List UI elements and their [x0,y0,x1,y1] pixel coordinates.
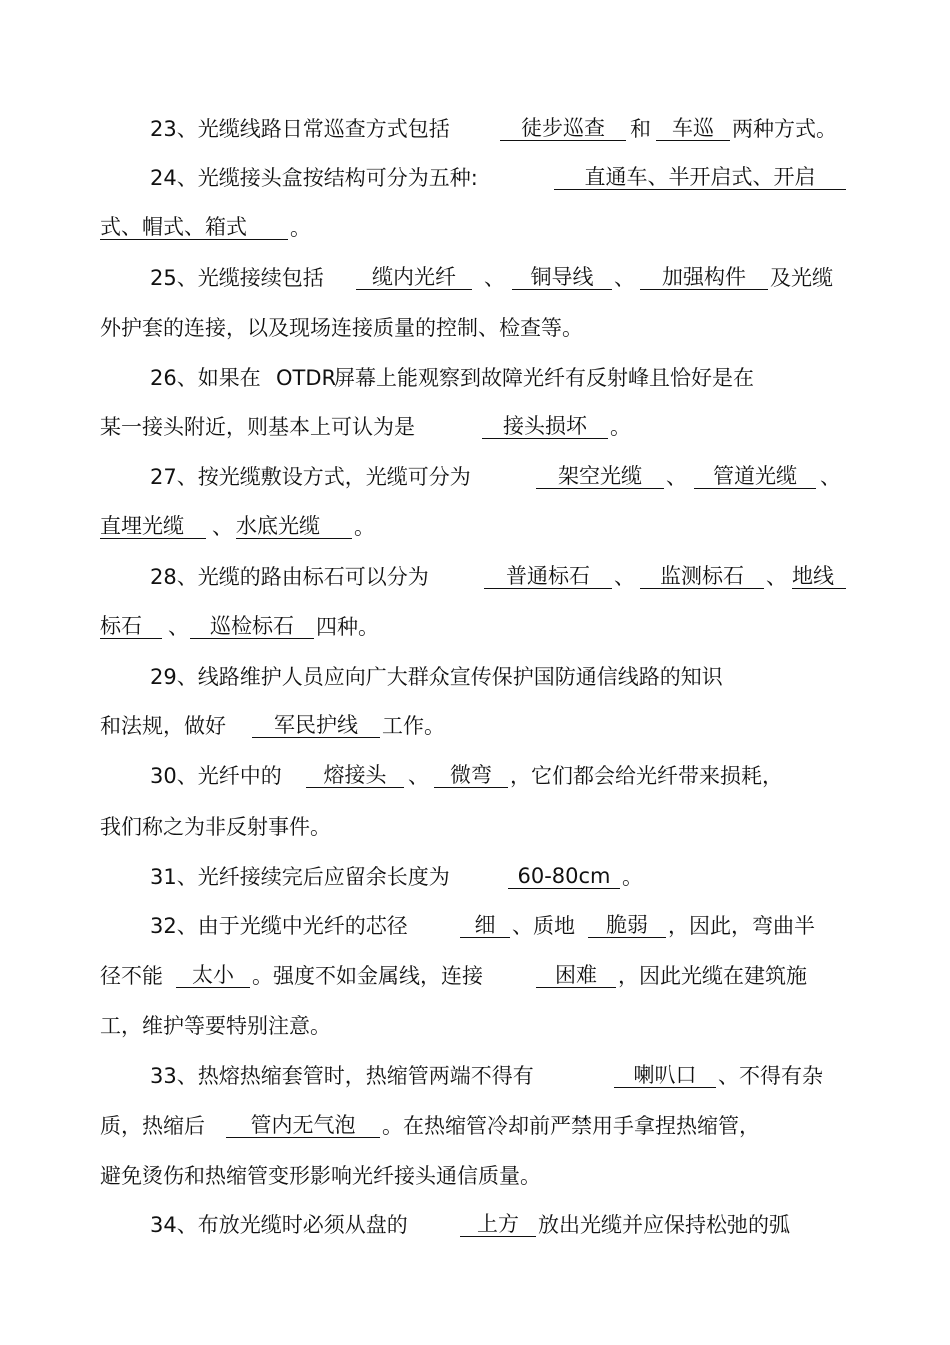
q24-prefix: 24、光缆接头盒按结构可分为五种: [150,166,478,190]
q30-answer-1: 熔接头 [306,763,404,788]
q33-answer-1: 喇叭口 [614,1063,716,1088]
q24-suffix: 。 [290,216,311,240]
q32-answer-1: 细 [460,913,510,938]
q34-prefix: 34、布放光缆时必须从盘的 [150,1213,408,1237]
q23-mid: 和 [630,117,651,141]
q34-answer-1: 上方 [460,1212,536,1237]
q28-answer-3-cont: 标石 [100,614,162,639]
q28-sep-1: 、 [614,565,635,589]
q28-sep-3: 、 [168,615,189,639]
q32-line-2-prefix: 径不能 [100,964,163,988]
q29-suffix: 工作。 [382,714,445,738]
q27-prefix: 27、按光缆敷设方式，光缆可分为 [150,465,471,489]
q27-suffix: 。 [354,515,375,539]
q33-prefix: 33、热熔热缩套管时，热缩管两端不得有 [150,1064,534,1088]
q28-answer-4: 巡检标石 [190,614,314,639]
q30-line-2: 我们称之为非反射事件。 [100,815,331,839]
q32-mid-4: ，因此光缆在建筑施 [618,964,807,988]
q30-answer-2: 微弯 [434,763,508,788]
q25-sep-2: 、 [614,266,635,290]
q24-answer-1: 直通车、半开启式、开启 [554,165,846,190]
q28-sep-2: 、 [766,565,787,589]
q29-line-1: 29、线路维护人员应向广大群众宣传保护国防通信线路的知识 [150,665,723,689]
q32-mid-3: 。强度不如金属线，连接 [252,964,483,988]
q26-prefix: 26、如果在 [150,366,261,390]
q31-suffix: 。 [622,865,643,889]
q33-answer-2: 管内无气泡 [226,1113,380,1138]
q28-answer-3: 地线 [792,564,846,589]
q25-line-2: 外护套的连接，以及现场连接质量的控制、检查等。 [100,316,583,340]
q32-mid-1: 、质地 [512,914,575,938]
q26-answer-1: 接头损坏 [482,414,608,439]
q32-answer-2: 脆弱 [588,913,666,938]
q33-mid-1: 、不得有杂 [718,1064,823,1088]
q32-answer-3: 太小 [176,963,250,988]
q26-otdr: OTDR [276,366,337,390]
q25-sep-1: 、 [484,266,505,290]
q30-prefix: 30、光纤中的 [150,764,282,788]
q25-answer-3: 加强构件 [640,265,768,290]
q33-mid-2: 。在热缩管冷却前严禁用手拿捏热缩管， [382,1114,760,1138]
q27-sep-2: 、 [820,465,841,489]
q23-prefix: 23、光缆线路日常巡查方式包括 [150,117,450,141]
q30-suffix: ，它们都会给光纤带来损耗， [510,764,783,788]
q32-line-3: 工，维护等要特别注意。 [100,1014,331,1038]
q26-suffix: 。 [610,415,631,439]
q28-answer-1: 普通标石 [484,564,612,589]
q32-answer-4: 困难 [536,963,616,988]
q25-suffix: 及光缆 [770,266,833,290]
q27-answer-3: 直埋光缆 [100,514,206,539]
q23-suffix: 两种方式。 [732,117,837,141]
q28-prefix: 28、光缆的路由标石可以分为 [150,565,429,589]
q31-answer-1: 60-80cm [508,864,620,889]
q31-prefix: 31、光纤接续完后应留余长度为 [150,865,450,889]
q32-mid-2: ，因此，弯曲半 [668,914,815,938]
q30-sep-1: 、 [408,764,429,788]
q29-line-2-prefix: 和法规，做好 [100,714,226,738]
q32-prefix: 32、由于光缆中光纤的芯径 [150,914,408,938]
q25-answer-1: 缆内光纤 [356,265,472,290]
q33-line-2-prefix: 质，热缩后 [100,1114,205,1138]
q27-sep-3: 、 [212,515,233,539]
q29-answer-1: 军民护线 [252,713,380,738]
q25-prefix: 25、光缆接续包括 [150,266,324,290]
q26-line-2-prefix: 某一接头附近，则基本上可认为是 [100,415,415,439]
q25-answer-2: 铜导线 [512,265,612,290]
q27-answer-4: 水底光缆 [236,514,352,539]
q28-answer-2: 监测标石 [640,564,764,589]
q26-rest: 屏幕上能观察到故障光纤有反射峰且恰好是在 [334,366,754,390]
q27-sep-1: 、 [666,465,687,489]
q27-answer-2: 管道光缆 [694,464,816,489]
q28-suffix: 四种。 [316,615,379,639]
q27-answer-1: 架空光缆 [536,464,664,489]
q24-answer-1-cont: 式、帽式、箱式 [100,215,288,240]
q34-suffix: 放出光缆并应保持松弛的弧 [538,1213,790,1237]
q23-answer-2: 车巡 [656,116,730,141]
q23-answer-1: 徒步巡查 [500,116,626,141]
q33-line-3: 避免烫伤和热缩管变形影响光纤接头通信质量。 [100,1164,541,1188]
